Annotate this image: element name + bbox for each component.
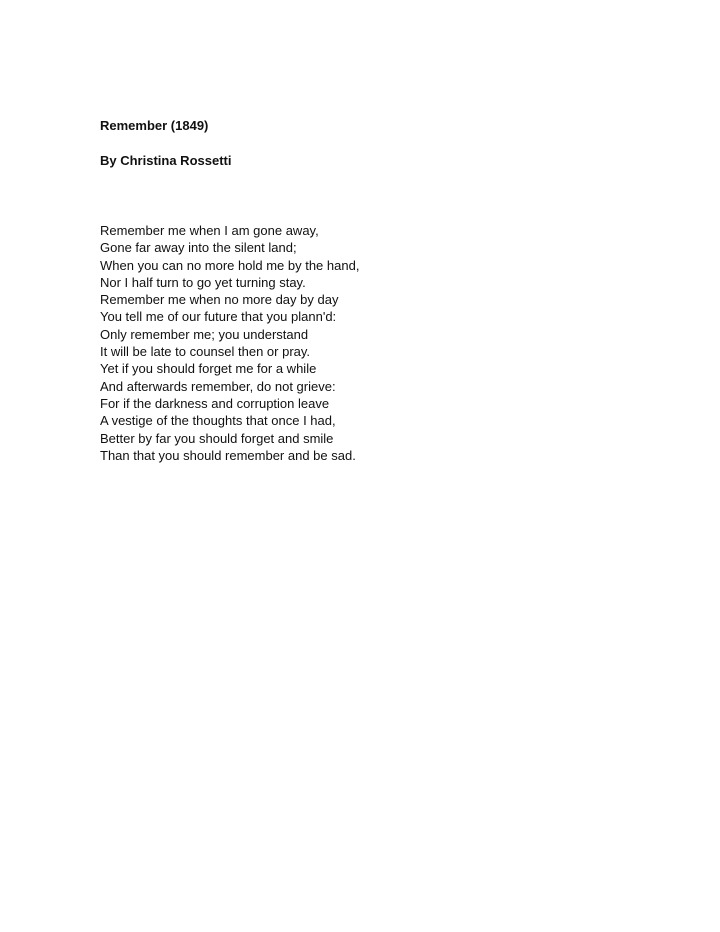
poem-line: It will be late to counsel then or pray.: [100, 344, 311, 360]
poem-line: You tell me of our future that you plann'd:: [100, 309, 337, 325]
poem-line: Gone far away into the silent land;: [100, 240, 297, 256]
poem-line: Remember me when no more day by day: [100, 292, 339, 308]
poem-line: Yet if you should forget me for a while: [100, 361, 317, 377]
document-content: [100, 117, 660, 464]
poem-line: Only remember me; you understand: [100, 326, 309, 342]
poem-line: A vestige of the thoughts that once I had,: [100, 413, 336, 429]
poem-body: [100, 222, 660, 464]
poem-line: Than that you should remember and be sad.: [100, 447, 356, 463]
poem-author: By Christina Rossetti: [100, 153, 232, 168]
poem-line: When you can no more hold me by the hand,: [100, 257, 360, 273]
poem-line: For if the darkness and corruption leave: [100, 395, 330, 411]
poem-line: Nor I half turn to go yet turning stay.: [100, 274, 306, 290]
poem-line: Better by far you should forget and smile: [100, 430, 334, 446]
poem-line: And afterwards remember, do not grieve:: [100, 378, 336, 394]
poem-line: Remember me when I am gone away,: [100, 223, 319, 238]
poem-title: Remember (1849): [100, 118, 209, 133]
